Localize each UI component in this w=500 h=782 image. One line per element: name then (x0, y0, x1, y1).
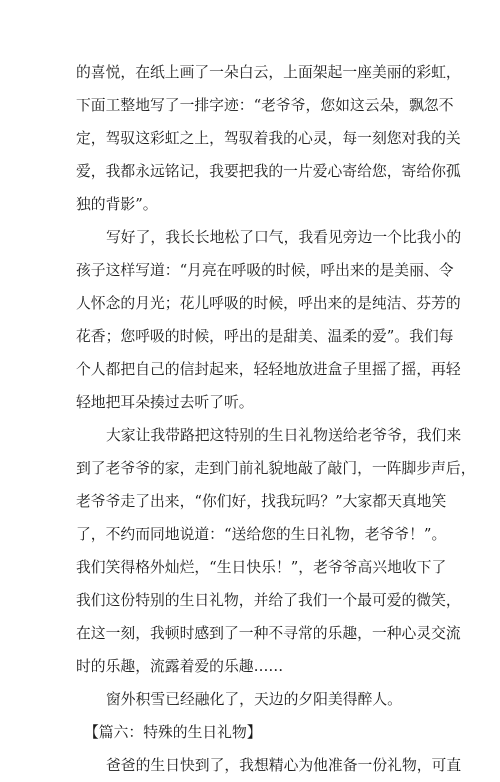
text-line: 了，不约而同地说道：“送给您的生日礼物，老爷爷！”。 (76, 526, 447, 543)
text-line: 老爷爷走了出来，“你们好，找我玩吗？”大家都天真地笑 (76, 493, 447, 510)
text-line: 花香；您呼吸的时候，呼出的是甜美、温柔的爱”。我们每 (76, 328, 454, 345)
text-line: 个人都把自己的信封起来，轻轻地放进盒子里摇了摇，再轻 (76, 361, 461, 378)
text-line: 我们笑得格外灿烂，“生日快乐！”，老爷爷高兴地收下了 (76, 559, 447, 576)
paragraph-first-line: 大家让我带路把这特别的生日礼物送给老爷爷，我们来 (106, 427, 462, 444)
document-body (76, 56, 476, 782)
text-line: 爱，我都永远铭记，我要把我的一片爱心寄给您，寄给你孤 (76, 163, 461, 180)
text-line: 独的背影”。 (76, 196, 158, 213)
section-heading: 【篇六：特殊的生日礼物】 (84, 724, 262, 741)
paragraph-first-line: 窗外积雪已经融化了，天边的夕阳美得醉人。 (106, 691, 402, 708)
text-line: 定，驾驭这彩虹之上，驾驭着我的心灵，每一刻您对我的关 (76, 130, 461, 147)
text-line: 的喜悦，在纸上画了一朵白云，上面架起一座美丽的彩虹， (76, 64, 461, 81)
text-line: 到了老爷爷的家，走到门前礼貌地敲了敲门，一阵脚步声后， (76, 460, 476, 477)
paragraph-first-line: 爸爸的生日快到了，我想精心为他准备一份礼物，可直 (106, 757, 462, 774)
text-line: 下面工整地写了一排字迹：“老爷爷，您如这云朵，飘忽不 (76, 97, 454, 114)
paragraph-first-line: 写好了，我长长地松了口气，我看见旁边一个比我小的 (106, 229, 462, 246)
text-line: 人怀念的月光；花儿呼吸的时候，呼出来的是纯洁、芬芳的 (76, 295, 461, 312)
text-line: 孩子这样写道：“月亮在呼吸的时候，呼出来的是美丽、令 (76, 262, 454, 279)
text-line: 轻地把耳朵揍过去听了听。 (76, 394, 254, 411)
text-line: 我们这份特别的生日礼物，并给了我们一个最可爱的微笑， (76, 592, 461, 609)
text-line: 时的乐趣，流露着爱的乐趣…… (76, 658, 284, 675)
text-line: 在这一刻，我顿时感到了一种不寻常的乐趣，一种心灵交流 (76, 625, 461, 642)
